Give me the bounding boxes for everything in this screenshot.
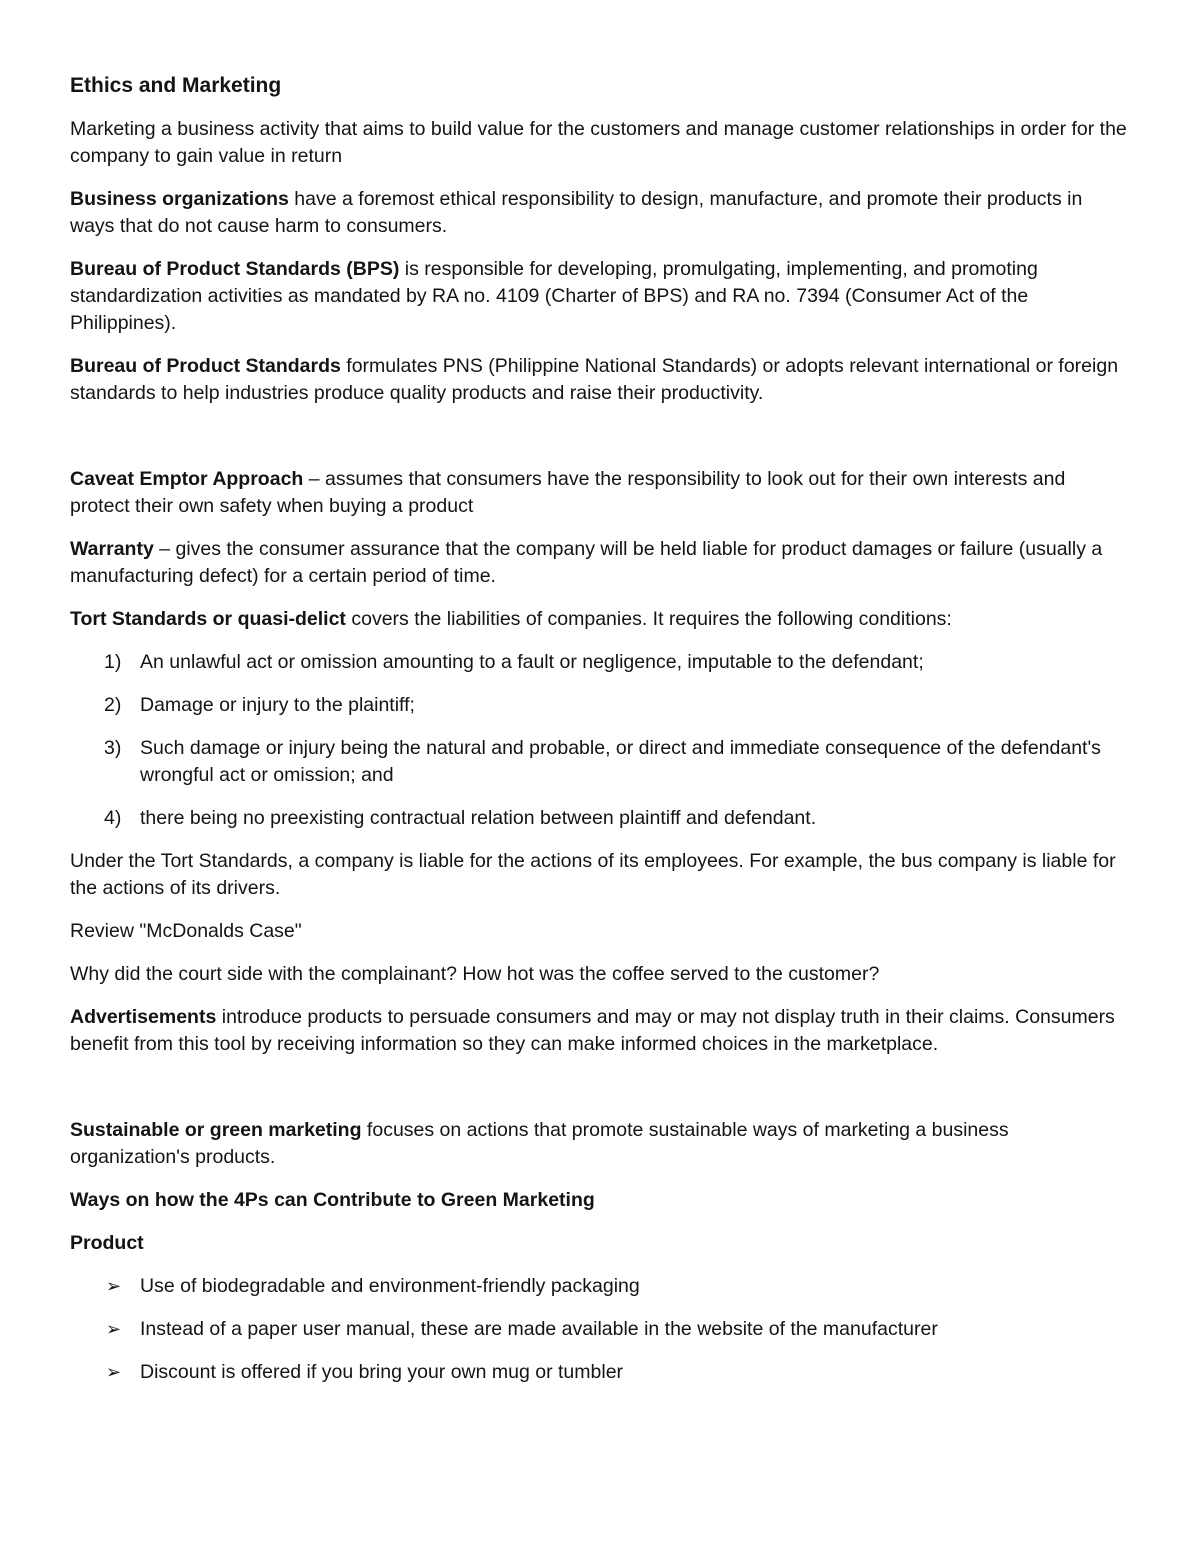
list-item (70, 649, 1130, 676)
advertisements-paragraph (70, 1004, 1130, 1058)
list-item-text: An unlawful act or omission amounting to a fault or negligence, imputable to the defendant; (140, 651, 924, 673)
document-page (70, 72, 1130, 1402)
tort-standards-paragraph (70, 606, 1130, 633)
section-subheading (70, 1187, 1130, 1214)
list-item (70, 735, 1130, 789)
document-title: Ethics and Marketing (70, 74, 282, 97)
bold-term: Advertisements (70, 1006, 217, 1028)
arrow-bullet-icon: ➢ (106, 1276, 122, 1296)
bold-term: Caveat Emptor Approach (70, 468, 304, 490)
product-list (70, 1273, 1130, 1386)
list-item (70, 1359, 1130, 1386)
conditions-list (70, 649, 1130, 832)
blank-line (70, 1074, 1130, 1117)
bold-term: Warranty (70, 538, 154, 560)
question-line: Why did the court side with the complainant? How hot was the coffee served to the customer? (70, 963, 880, 985)
paragraph-text: – gives the consumer assurance that the company will be held liable for product damages or failure (usually a manufacturing defect) for a certain period of time. (70, 538, 1103, 587)
marketing-definition: Marketing a business activity that aims to build value for the customers and manage customer relationships in order for the company to gain value in return (70, 118, 1127, 167)
paragraph-text: have a foremost ethical responsibility to design, manufacture, and promote their products in ways that do not cause harm to consumers. (70, 188, 1083, 237)
review-case-line: Review "McDonalds Case" (70, 920, 302, 942)
list-item-text: there being no preexisting contractual relation between plaintiff and defendant. (140, 807, 817, 829)
product-heading (70, 1230, 1130, 1257)
warranty-paragraph (70, 536, 1130, 590)
list-item (70, 1273, 1130, 1300)
list-number: 3) (104, 737, 122, 759)
paragraph-text: focuses on actions that promote sustainable ways of marketing a business organization's products. (70, 1119, 1009, 1168)
bps-standards-paragraph (70, 353, 1130, 407)
paragraph-text: formulates PNS (Philippine National Standards) or adopts relevant international or foreign standards to help industries produce quality products and raise their productivity. (70, 355, 1119, 404)
paragraph-text: – assumes that consumers have the responsibility to look out for their own interests and protect their own safety when buying a product (70, 468, 1066, 517)
business-organizations-paragraph (70, 186, 1130, 240)
list-number: 2) (104, 694, 122, 716)
green-marketing-paragraph (70, 1117, 1130, 1171)
list-item (70, 805, 1130, 832)
caveat-emptor-paragraph (70, 466, 1130, 520)
arrow-bullet-icon: ➢ (106, 1319, 122, 1339)
list-number: 1) (104, 651, 122, 673)
blank-line (70, 423, 1130, 466)
arrow-bullet-icon: ➢ (106, 1362, 122, 1382)
subheading-text: Ways on how the 4Ps can Contribute to Green Marketing (70, 1189, 595, 1211)
list-item-text: Instead of a paper user manual, these are made available in the website of the manufacturer (140, 1318, 938, 1340)
list-item (70, 692, 1130, 719)
list-item-text: Use of biodegradable and environment-friendly packaging (140, 1275, 640, 1297)
bold-term: Sustainable or green marketing (70, 1119, 362, 1141)
bold-term: Business organizations (70, 188, 289, 210)
list-item (70, 1316, 1130, 1343)
bps-paragraph (70, 256, 1130, 337)
bold-term: Tort Standards or quasi-delict (70, 608, 346, 630)
paragraph-text: introduce products to persuade consumers and may or may not display truth in their claims. Consumers benefit from this tool by receiving information so they can make informed choices in the marketplace. (70, 1006, 1115, 1055)
paragraph-text: covers the liabilities of companies. It requires the following conditions: (345, 608, 952, 630)
paragraph-text: is responsible for developing, promulgating, implementing, and promoting standardization activities as mandated by RA no. 4109 (Charter of BPS) and RA no. 7394 (Consumer Act of the Philippines). (70, 258, 1038, 334)
product-heading-text: Product (70, 1232, 144, 1254)
bold-term: Bureau of Product Standards (70, 355, 341, 377)
list-item-text: Such damage or injury being the natural and probable, or direct and immediate consequence of the defendant's wrongful act or omission; and (140, 737, 1101, 786)
bold-term: Bureau of Product Standards (BPS) (70, 258, 400, 280)
list-item-text: Discount is offered if you bring your own mug or tumbler (140, 1361, 624, 1383)
list-item-text: Damage or injury to the plaintiff; (140, 694, 415, 716)
tort-employees-paragraph: Under the Tort Standards, a company is liable for the actions of its employees. For example, the bus company is liable for the actions of its drivers. (70, 850, 1116, 899)
list-number: 4) (104, 807, 122, 829)
